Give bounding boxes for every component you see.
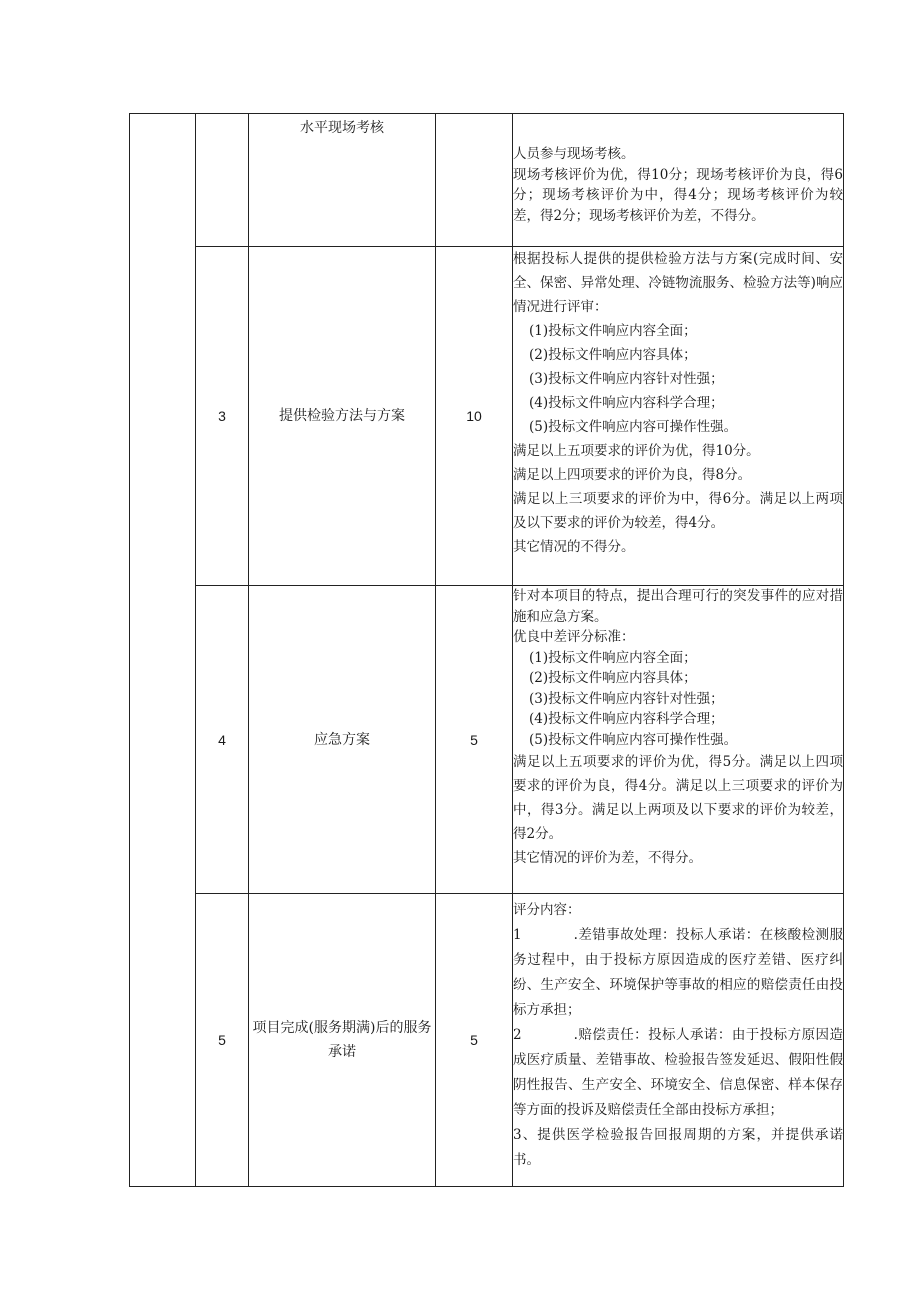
criteria-line: 其它情况的不得分。	[513, 539, 635, 555]
criteria-line: (1)投标文件响应内容全面；	[529, 323, 697, 339]
criteria-line: (3)投标文件响应内容针对性强；	[529, 690, 724, 707]
table-row	[130, 247, 844, 586]
row-score: 5	[436, 894, 513, 1187]
point-number: 2	[513, 1027, 522, 1043]
criteria-line: (3)投标文件响应内容针对性强；	[529, 371, 724, 387]
point-text: .差错事故处理：投标人承诺：在核酸检测服务过程中，由于投标方原因造成的医疗差错、医疗纠纷、生产安全、环境保护等事故的相应的赔偿责任由投标方承担；	[513, 927, 843, 1018]
criteria-line: 现场考核评价为优，得10分；现场考核评价为良，得6分；现场考核评价为中，得4分；现场考核评价为较差，得2分；现场考核评价为差，不得分。	[513, 166, 843, 224]
scoring-item: 项目完成(服务期满)后的服务承诺	[249, 894, 436, 1187]
criteria-line: 其它情况的评价为差，不得分。	[513, 850, 702, 866]
criteria-point	[513, 1023, 843, 1123]
criteria-line: 根据投标人提供的提供检验方法与方案(完成时间、安全、保密、异常处理、冷链物流服务、检验方法等)响应情况进行评审：	[513, 251, 843, 315]
row-score: 5	[436, 586, 513, 894]
scoring-table	[129, 113, 844, 1187]
scoring-criteria	[513, 894, 844, 1187]
row-score	[436, 114, 513, 247]
criteria-line: (1)投标文件响应内容全面；	[529, 649, 697, 666]
criteria-line: (2)投标文件响应内容具体；	[529, 347, 697, 363]
scoring-criteria	[513, 247, 844, 586]
row-score: 10	[436, 247, 513, 586]
criteria-point	[513, 923, 843, 1023]
criteria-line: 优良中差评分标准：	[513, 629, 635, 645]
table-row	[130, 114, 844, 247]
criteria-line: (4)投标文件响应内容科学合理；	[529, 395, 724, 411]
row-number: 5	[196, 894, 249, 1187]
row-number: 4	[196, 586, 249, 894]
scoring-item: 提供检验方法与方案	[249, 247, 436, 586]
scoring-item: 水平现场考核	[249, 114, 436, 247]
table-row	[130, 894, 844, 1187]
criteria-line: 满足以上五项要求的评价为优，得10分。	[513, 443, 760, 459]
criteria-line: (2)投标文件响应内容具体；	[529, 670, 697, 686]
scoring-item: 应急方案	[249, 586, 436, 894]
scoring-criteria	[513, 114, 844, 247]
point-number: 1	[513, 927, 522, 943]
criteria-line: 3、提供医学检验报告回报周期的方案，并提供承诺书。	[513, 1127, 843, 1168]
criteria-line: 满足以上四项要求的评价为良，得8分。	[513, 467, 752, 483]
point-text: .赔偿责任：投标人承诺：由于投标方原因造成医疗质量、差错事故、检验报告签发延迟、假阳性假阴性报告、生产安全、环境安全、信息保密、样本保存等方面的投诉及赔偿责任全部由投标方承担；	[513, 1027, 843, 1118]
criteria-line: (5)投标文件响应内容可操作性强。	[529, 419, 738, 435]
criteria-line: 评分内容：	[513, 902, 581, 918]
category-cell	[130, 114, 196, 1187]
criteria-line: (5)投标文件响应内容可操作性强。	[529, 731, 738, 748]
criteria-line: 人员参与现场考核。	[513, 146, 635, 162]
row-number: 3	[196, 247, 249, 586]
criteria-line: 满足以上五项要求的评价为优，得5分。满足以上四项要求的评价为良，得4分。满足以上三项要求的评价为中，得3分。满足以上两项及以下要求的评价为较差，得2分。	[513, 754, 843, 842]
scoring-criteria	[513, 586, 844, 894]
table-row	[130, 586, 844, 894]
criteria-line: (4)投标文件响应内容科学合理；	[529, 711, 724, 727]
row-number	[196, 114, 249, 247]
criteria-line: 针对本项目的特点，提出合理可行的突发事件的应对措施和应急方案。	[513, 588, 843, 625]
criteria-line: 满足以上三项要求的评价为中，得6分。满足以上两项及以下要求的评价为较差，得4分。	[513, 491, 843, 531]
